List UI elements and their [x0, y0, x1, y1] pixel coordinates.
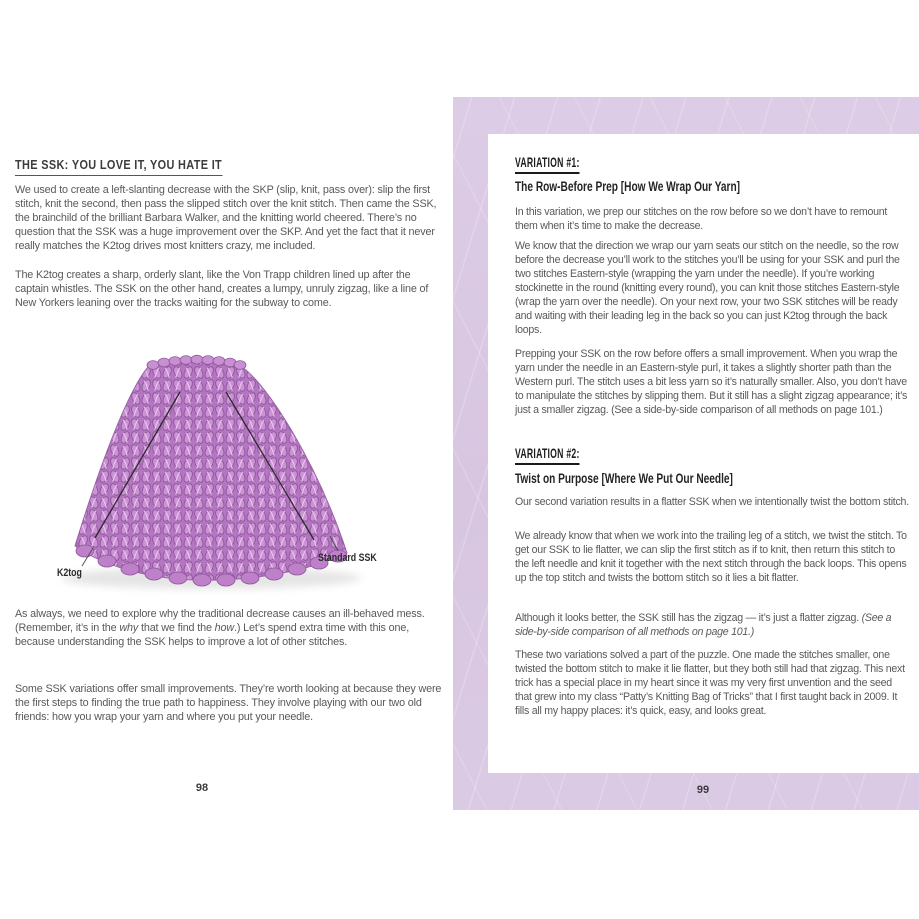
variation2-paragraph-2: We already know that when we work into the trailing leg of a stitch, we twist the stitch. To get our SSK to lie flatter, we can slip the first stitch as if to knit, then return this stitch to the left needle and knit it together with the next stitch through the back loops. This opens up the top stitch and twists the bottom stitch so it lies a bit flatter. — [515, 530, 907, 584]
right-page-content-box — [488, 134, 919, 773]
variation2-heading: VARIATION #2: — [515, 445, 580, 465]
right-page-number: 99 — [696, 784, 710, 796]
variation1-paragraph-2: We know that the direction we wrap our yarn seats our stitch on the needle, so the row before the decrease you’ll work to the stitches you’ll be using for your SSK and purl the two stitches Eastern-style (wrapping the yarn under the needle). If you’re working stockinette in the round (knitting every round), you can knit those stitches Eastern-style (wrap the yarn over the needle). On your next row, your two SSK stitches will be ready and waiting with their leading leg in the back so you can just K2tog through the back loops. — [515, 240, 900, 336]
knit-swatch-figure — [15, 340, 433, 602]
variation1-paragraph-3: Prepping your SSK on the row before offers a small improvement. When you wrap the yarn under the needle in an Eastern-style purl, it takes a slightly shorter path than the Western purl. The stitch uses a bit less yarn so it’s naturally smaller. Also, you don’t have to manipulate the stitches by slipping them. But it still has a slight zigzag appearance; it’s just a smaller zigzag. (See a side-by-side comparison of all methods on page 101.) — [515, 348, 908, 416]
variation1-subheading-wrap — [515, 178, 815, 196]
variation2-subheading-wrap — [515, 470, 806, 488]
variation1-subheading: The Row-Before Prep [How We Wrap Our Yarn] — [515, 179, 741, 194]
variation2-heading-wrap — [515, 445, 619, 465]
variation1-heading-wrap — [515, 154, 619, 174]
left-paragraph-2: The K2tog creates a sharp, orderly slant, like the Von Trapp children lined up after the captain whistles. The SSK on the other hand, creates a lumpy, unruly zigzag, like a line of New Yorkers leaning over the tracks waiting for the subway to come. — [15, 269, 429, 309]
variation1-heading: VARIATION #1: — [515, 154, 580, 174]
variation2-paragraph-4: These two variations solved a part of the puzzle. One made the stitches smaller, one twisted the bottom stitch to make it lie flatter, but they both still had that zigzag. This next trick has a special place in my heart since it was my very first unvention and the seed that grew into my class “Patty’s Knitting Bag of Tricks” that I first taught back in 2009. It fills all my happy places: it’s quick, easy, and looks great. — [515, 649, 905, 717]
variation2-paragraph-3: Although it looks better, the SSK still has the zigzag — it’s just a flatter zigzag. (See a side-by-side comparison of all methods on page 101.) — [515, 612, 892, 638]
left-paragraph-1: We used to create a left-slanting decrease with the SKP (slip, knit, pass over): slip the first stitch, knit the second, then pass the slipped stitch over the knit stitch. Then came the SSK, the brainchild of the brilliant Barbara Walker, and the knitting world cheered. There’s no question that the SSK was a huge improvement over the SKP. And yet the fact that it never really matches the K2tog drives most knitters crazy, me included. — [15, 184, 437, 252]
standard-ssk-label: Standard SSK — [318, 552, 377, 564]
left-page-heading-wrap — [15, 156, 262, 176]
variation1-paragraph-1: In this variation, we prep our stitches on the row before so we don’t have to remount them when it’s time to make the decrease. — [515, 206, 888, 232]
variation2-paragraph-1: Our second variation results in a flatter SSK when we intentionally twist the bottom stitch. — [515, 496, 909, 508]
k2tog-label: K2tog — [57, 567, 82, 579]
left-page-number: 98 — [195, 782, 209, 794]
left-paragraph-4: Some SSK variations offer small improvements. They’re worth looking at because they were the first steps to finding the true path to happiness. They involve playing with our two old friends: how you wrap your yarn and where you put your needle. — [15, 683, 442, 723]
variation2-subheading: Twist on Purpose [Where We Put Our Needle] — [515, 471, 733, 486]
right-page-purple-border — [453, 97, 919, 810]
left-paragraph-3: As always, we need to explore why the traditional decrease causes an ill-behaved mess. (Remember, it’s in the why that we find the how.) Let’s spend extra time with this one, because understanding the SSK helps to improve a lot of other stitches. — [15, 608, 425, 648]
left-page-heading: THE SSK: YOU LOVE IT, YOU HATE IT — [15, 157, 222, 176]
